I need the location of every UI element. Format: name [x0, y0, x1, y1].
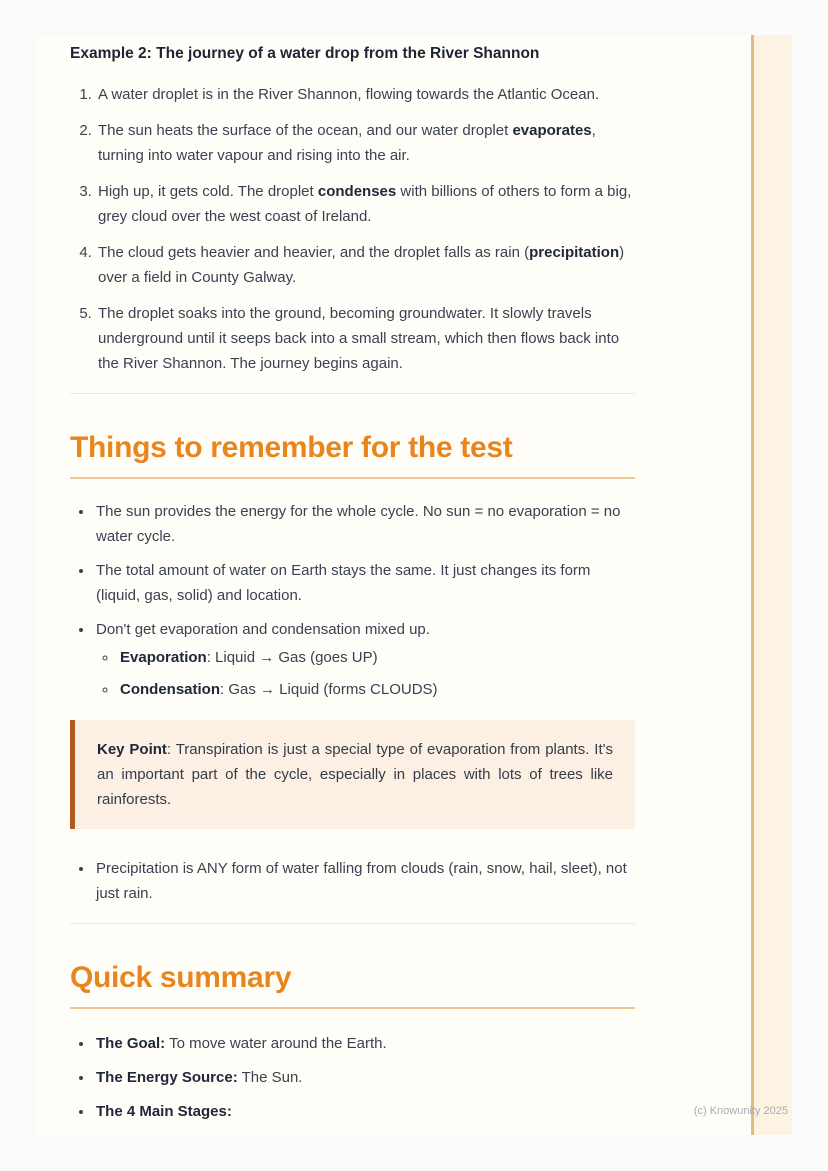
list-item: • The Energy Source: The Sun.: [94, 1065, 635, 1090]
list-item: 4. The cloud gets heavier and heavier, and the droplet falls as rain (precipitation) over a field in County Galway.: [96, 240, 635, 290]
list-item: • The 4 Main Stages:: [94, 1099, 635, 1124]
list-item: • Precipitation is ANY form of water falling from clouds (rain, snow, hail, sleet), not just rain.: [94, 856, 635, 906]
page-margin-band: [751, 35, 792, 1135]
example-steps-list: [70, 82, 635, 376]
remember-bullet-list-continued: [70, 856, 635, 906]
list-item: 3. High up, it gets cold. The droplet condenses with billions of others to form a big, grey cloud over the west coast of Ireland.: [96, 179, 635, 229]
list-item: 5. The droplet soaks into the ground, becoming groundwater. It slowly travels underground until it seeps back into a small stream, which then flows back into the River Shannon. The journey begins again.: [96, 301, 635, 376]
list-item: ◦ Condensation: Gas → Liquid (forms CLOUDS): [118, 677, 635, 702]
section-divider: [70, 923, 635, 924]
remember-bullet-list: [70, 499, 635, 702]
remember-section-heading: Things to remember for the test: [70, 430, 635, 479]
section-divider: [70, 393, 635, 394]
summary-bullet-list: [70, 1031, 635, 1124]
list-item: [94, 617, 635, 702]
list-item-text: Don't get evaporation and condensation mixed up.: [96, 621, 430, 638]
key-point-callout: Key Point: Transpiration is just a special type of evaporation from plants. It's an important part of the cycle, especially in places with lots of trees like rainforests.: [70, 720, 635, 829]
definitions-sub-list: [96, 645, 635, 702]
list-item: ◦ Evaporation: Liquid → Gas (goes UP): [118, 645, 635, 670]
list-item: • The sun provides the energy for the whole cycle. No sun = no evaporation = no water cycle.: [94, 499, 635, 549]
page-content: [70, 35, 635, 1133]
list-item: • The Goal: To move water around the Earth.: [94, 1031, 635, 1056]
summary-section-heading: Quick summary: [70, 960, 635, 1009]
list-item: 2. The sun heats the surface of the ocean, and our water droplet evaporates, turning into water vapour and rising into the air.: [96, 118, 635, 168]
document-page: [36, 35, 792, 1135]
list-item: 1. A water droplet is in the River Shannon, flowing towards the Atlantic Ocean.: [96, 82, 635, 107]
list-item: • The total amount of water on Earth stays the same. It just changes its form (liquid, gas, solid) and location.: [94, 558, 635, 608]
watermark: (c) Knowunity 2025: [693, 1105, 788, 1117]
example-heading: Example 2: The journey of a water drop from the River Shannon: [70, 45, 540, 62]
